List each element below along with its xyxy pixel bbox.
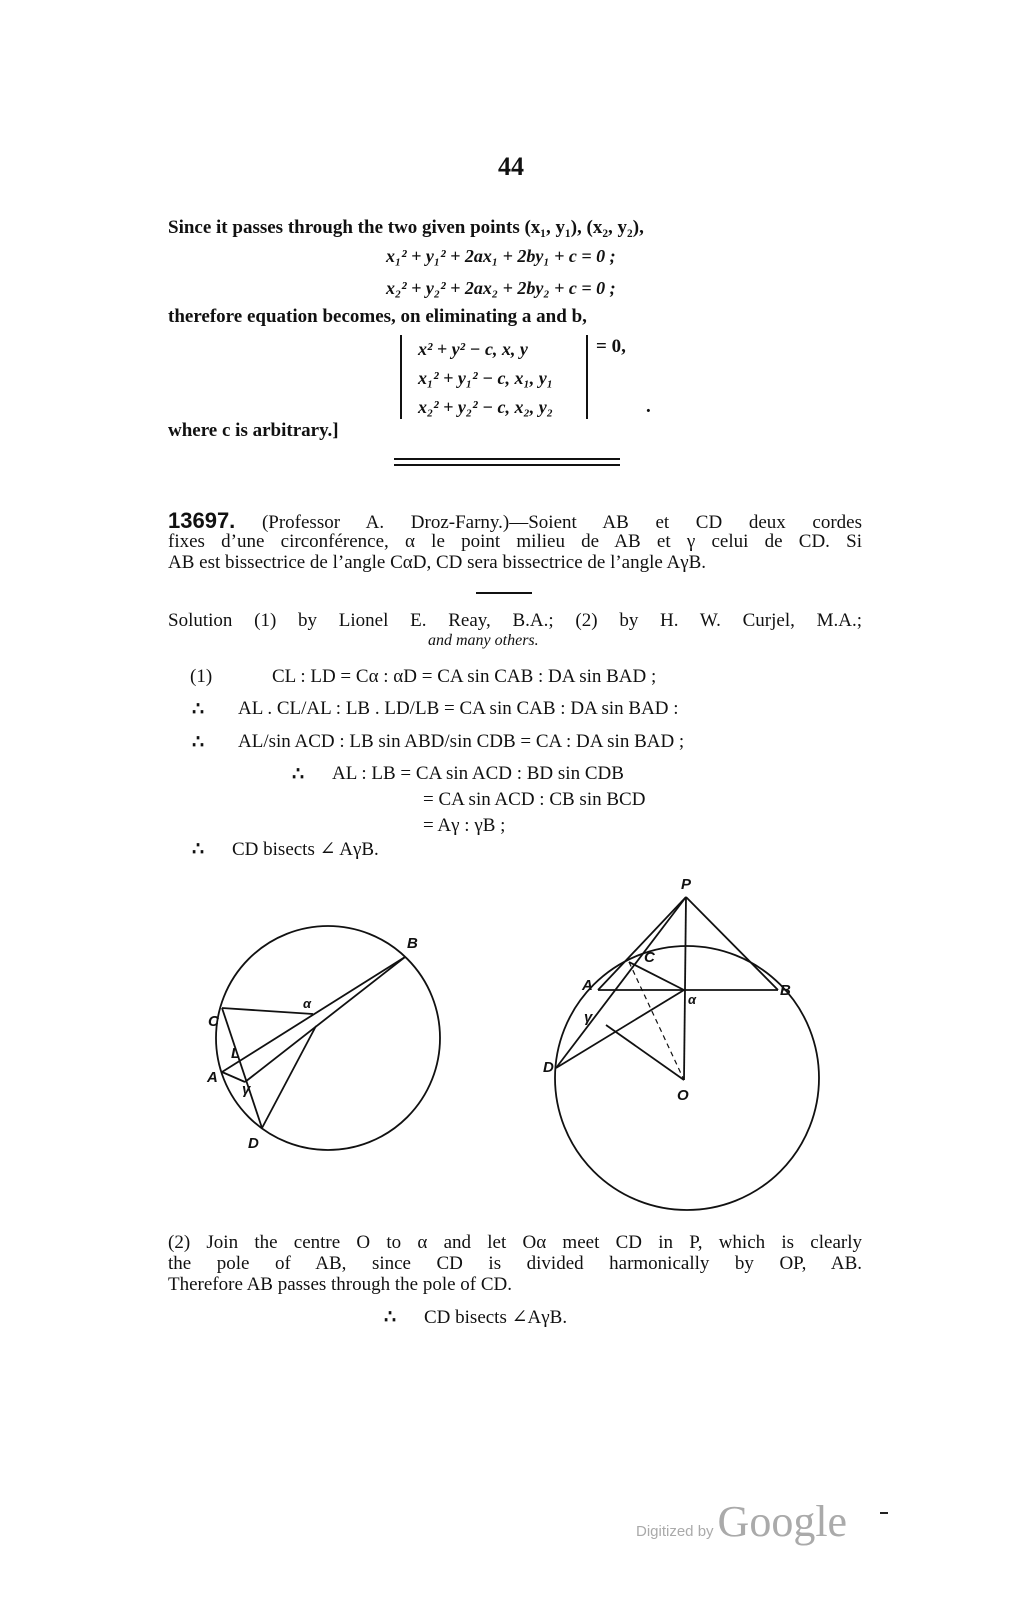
det-row: x₂² + y₂² − c, x₂, y₂: [418, 397, 554, 417]
line-pd: [556, 897, 686, 1068]
intro-text: Since it passes through the two given points (x₁, y₁), (x₂, y₂),: [168, 217, 644, 238]
label-p: P: [681, 876, 692, 893]
solution-byline-2: and many others.: [428, 632, 539, 649]
problem-line: (Professor A. Droz-Farny.)—Soient AB et CD deux cordes: [261, 512, 863, 533]
step-1: CL : LD = Cα : αD = CA sin CAB : DA sin BAD ;: [272, 666, 657, 687]
therefore-text: therefore equation becomes, on eliminating a and b,: [168, 306, 587, 327]
therefore-symbol: ∴: [384, 1307, 397, 1328]
label-d: D: [543, 1059, 554, 1076]
therefore-symbol: ∴: [292, 764, 305, 785]
line-b-gamma: [245, 957, 405, 1082]
label-d: D: [248, 1135, 259, 1152]
tangent-pa: [598, 897, 686, 990]
scan-mark: [880, 1512, 888, 1514]
line-c-alpha: [222, 1008, 313, 1014]
step-2: AL . CL/AL : LB . LD/LB = CA sin CAB : DA sin BAD :: [238, 698, 679, 719]
step-4: AL : LB = CA sin ACD : BD sin CDB: [332, 763, 624, 784]
therefore-symbol: ∴: [192, 699, 205, 720]
problem-line: AB est bissectrice de l’angle CαD, CD sera bissectrice de l’angle AγB.: [168, 552, 707, 573]
line-d-alpha: [556, 990, 684, 1068]
label-c: C: [208, 1013, 219, 1030]
therefore-symbol: ∴: [192, 839, 205, 860]
where-text: where c is arbitrary.]: [168, 420, 339, 441]
det-row: x² + y² − c, x, y: [418, 339, 528, 359]
equation-2: x₂² + y₂² + 2ax₂ + 2by₂ + c = 0 ;: [386, 278, 616, 298]
step-7: CD bisects ∠ AγB.: [232, 839, 379, 860]
part2-line: (2) Join the centre O to α and let Oα meet CD in P, which is clearly: [168, 1232, 862, 1253]
label-gamma: γ: [242, 1081, 251, 1098]
label-b: B: [780, 982, 791, 999]
det-row: x₁² + y₁² − c, x₁, y₁: [418, 368, 554, 388]
label-alpha: α: [303, 996, 312, 1011]
chord-ba: [222, 957, 405, 1072]
circle: [216, 926, 440, 1150]
label-gamma: γ: [584, 1009, 593, 1026]
google-logo: Google: [717, 1497, 848, 1546]
tangent-pb: [686, 897, 778, 990]
line-gamma-o: [606, 1025, 684, 1080]
label-alpha: α: [688, 992, 697, 1007]
page-number: 44: [498, 152, 524, 181]
label-b: B: [407, 935, 418, 952]
line-c-alpha: [629, 962, 684, 990]
figure-right: [555, 897, 819, 1210]
conclusion: CD bisects ∠AγB.: [424, 1307, 568, 1328]
step-6: = Aγ : γB ;: [423, 815, 506, 836]
label-o: O: [677, 1087, 689, 1104]
therefore-symbol: ∴: [192, 732, 205, 753]
problem-line: fixes d’une circonférence, α le point milieu de AB et γ celui de CD. Si: [168, 531, 862, 552]
figure-left: [216, 926, 440, 1150]
step-5: = CA sin ACD : CB sin BCD: [423, 789, 646, 810]
line-po: [684, 897, 686, 1080]
solution-byline: Solution (1) by Lionel E. Reay, B.A.; (2) by H. W. Curjel, M.A.;: [168, 610, 862, 631]
label-a: A: [207, 1069, 218, 1086]
step-3: AL/sin ACD : LB sin ABD/sin CDB = CA : DA sin BAD ;: [238, 731, 685, 752]
dashed-c-o: [629, 962, 684, 1080]
label-l: L: [231, 1045, 241, 1062]
part2-line: the pole of AB, since CD is divided harmonically by OP, AB.: [168, 1253, 862, 1274]
part2-line: Therefore AB passes through the pole of CD.: [168, 1274, 513, 1295]
det-equals: = 0,: [596, 336, 626, 357]
problem-number: 13697.: [168, 508, 236, 533]
det-period: .: [646, 396, 651, 417]
equation-1: x₁² + y₁² + 2ax₁ + 2by₁ + c = 0 ;: [386, 246, 616, 266]
label-a: A: [582, 977, 593, 994]
watermark-prefix: Digitized by: [636, 1523, 714, 1540]
step-label: (1): [190, 666, 213, 687]
label-c: C: [644, 949, 655, 966]
digitized-by-google-watermark: [636, 1496, 847, 1547]
